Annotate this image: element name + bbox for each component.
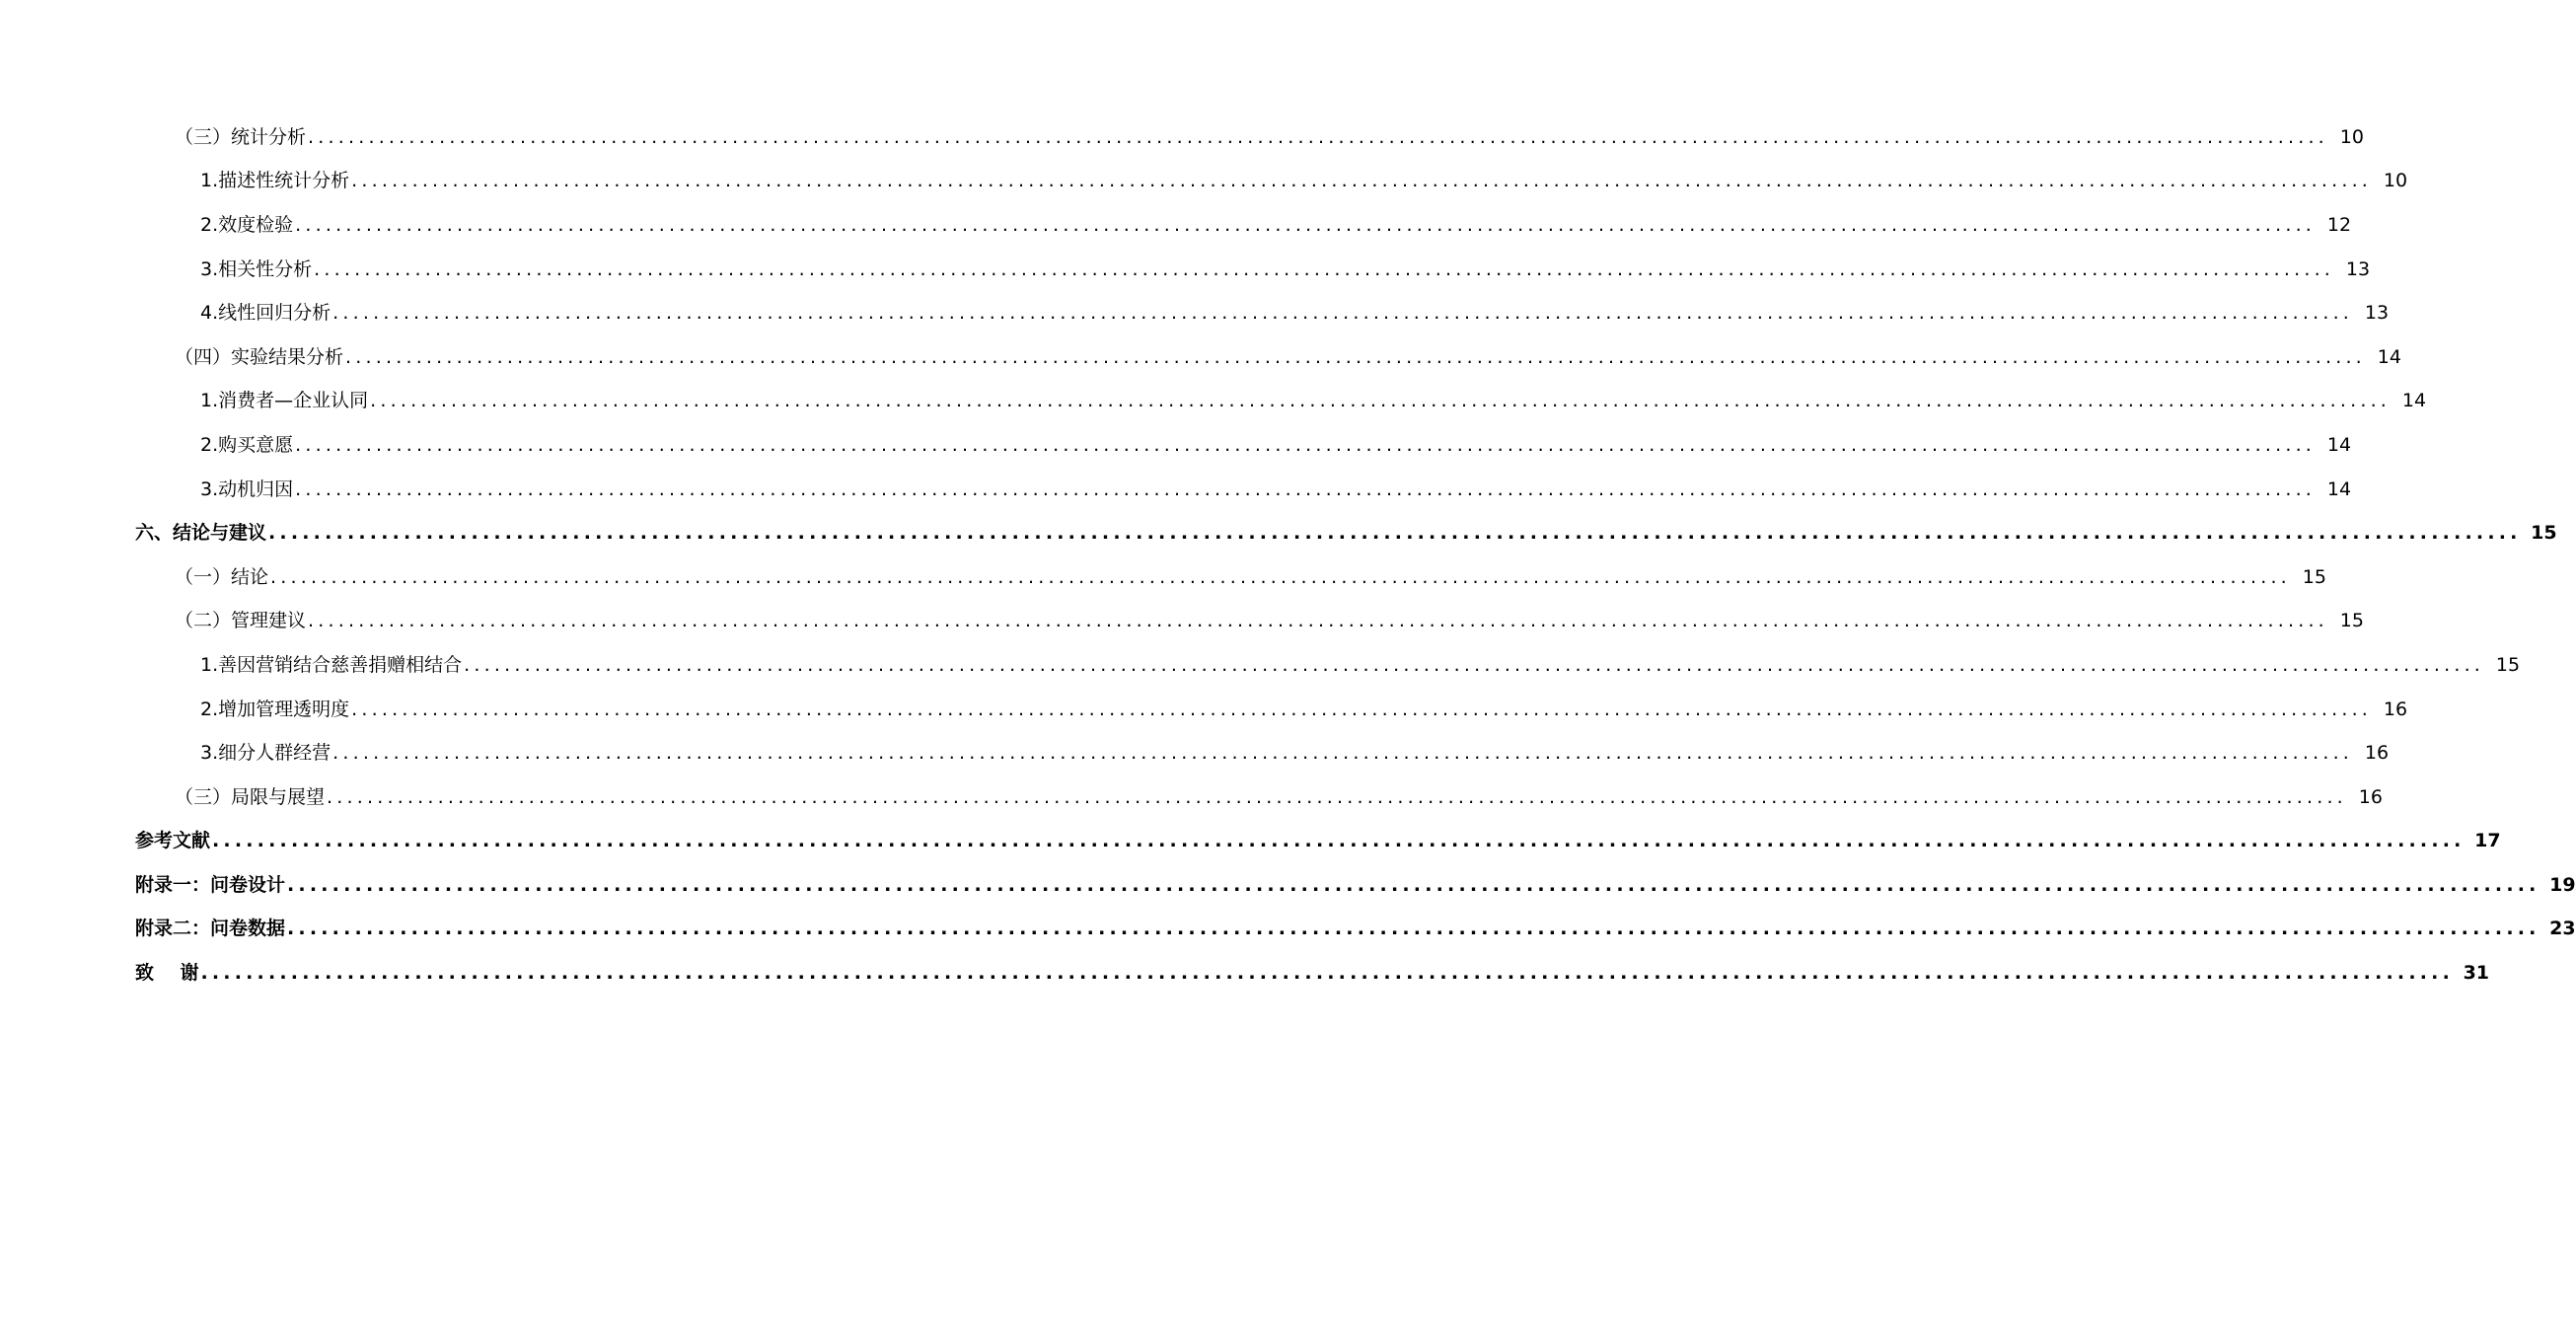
toc-leader-dots: ........................................................................................................................................................................................................ [270,565,2291,588]
toc-entry-title: （一）结论 [175,565,269,588]
toc-entry-title: （三）局限与展望 [175,785,326,808]
toc-entry[interactable] [0,203,2352,248]
toc-leader-dots: ........................................................................................................................................................................................................ [212,830,2466,852]
toc-leader-dots: ........................................................................................................................................................................................................ [308,125,2328,148]
toc-leader-dots: ........................................................................................................................................................................................................ [327,785,2347,808]
toc-entry-title: 2.效度检验 [200,213,294,236]
toc-entry-page: 16 [2364,742,2390,765]
toc-entry[interactable] [0,908,2576,952]
toc-entry[interactable] [0,775,2383,820]
toc-entry-page: 12 [2326,213,2352,236]
toc-entry[interactable] [0,423,2352,468]
toc-leader-dots: ........................................................................................................................................................................................................ [200,962,2455,985]
toc-leader-dots: ........................................................................................................................................................................................................ [268,522,2522,545]
toc-entry-title: 2.购买意愿 [200,433,294,456]
toc-leader-dots: ........................................................................................................................................................................................................ [308,610,2328,632]
toc-entry-title: 致 谢 [135,962,199,985]
toc-entry-page: 13 [2364,302,2390,325]
toc-entry-page: 19 [2549,873,2576,896]
toc-entry-title: （二）管理建议 [175,610,307,632]
toc-entry-title: 1.善因营销结合慈善捐赠相结合 [200,653,463,676]
toc-entry[interactable] [0,820,2501,864]
toc-leader-dots: ........................................................................................................................................................................................................ [295,213,2317,236]
toc-entry-page: 15 [2495,653,2521,676]
toc-entry[interactable] [0,115,2364,160]
toc-entry-page: 14 [2377,345,2401,368]
toc-leader-dots: ........................................................................................................................................................................................................ [287,873,2540,896]
toc-entry-page: 10 [2383,170,2408,192]
toc-entry[interactable] [0,555,2326,600]
toc-entry[interactable] [0,688,2408,732]
toc-entry-title: 3.相关性分析 [200,258,313,280]
toc-entry[interactable] [0,160,2408,204]
toc-entry[interactable] [0,468,2352,512]
toc-entry[interactable] [0,511,2557,555]
toc-entry-page: 16 [2358,785,2383,808]
toc-entry[interactable] [0,248,2371,292]
toc-leader-dots: ........................................................................................................................................................................................................ [370,390,2392,412]
toc-leader-dots: ........................................................................................................................................................................................................ [314,258,2335,280]
toc-entry-title: 附录一：问卷设计 [135,873,286,896]
toc-entry-title: 1.描述性统计分析 [200,170,350,192]
table-of-contents [0,115,2576,995]
toc-leader-dots: ........................................................................................................................................................................................................ [345,345,2366,368]
toc-entry-page: 15 [2531,522,2557,545]
toc-entry-page: 15 [2302,565,2326,588]
toc-leader-dots: ........................................................................................................................................................................................................ [351,698,2373,720]
toc-entry[interactable] [0,951,2490,995]
toc-leader-dots: ........................................................................................................................................................................................................ [295,433,2317,456]
toc-leader-dots: ........................................................................................................................................................................................................ [332,302,2354,325]
toc-entry[interactable] [0,731,2390,775]
toc-entry[interactable] [0,863,2576,908]
toc-entry-title: 参考文献 [135,830,211,852]
toc-entry-page: 17 [2474,830,2501,852]
toc-entry-title: 3.细分人群经营 [200,742,331,765]
toc-leader-dots: ........................................................................................................................................................................................................ [332,742,2354,765]
toc-entry[interactable] [0,291,2390,335]
toc-entry-page: 14 [2326,433,2352,456]
toc-entry-title: 4.线性回归分析 [200,302,331,325]
toc-entry-page: 31 [2463,962,2490,985]
toc-entry[interactable] [0,335,2401,380]
toc-entry-page: 13 [2345,258,2371,280]
toc-leader-dots: ........................................................................................................................................................................................................ [351,170,2373,192]
toc-entry-title: 1.消费者—企业认同 [200,390,369,412]
toc-entry-page: 16 [2383,698,2408,720]
toc-entry-title: 六、结论与建议 [135,522,267,545]
toc-entry-page: 14 [2401,390,2427,412]
toc-entry[interactable] [0,600,2364,644]
toc-entry-page: 10 [2339,125,2364,148]
toc-entry-page: 14 [2326,478,2352,500]
toc-entry-page: 15 [2339,610,2364,632]
toc-leader-dots: ........................................................................................................................................................................................................ [464,653,2485,676]
toc-leader-dots: ........................................................................................................................................................................................................ [287,918,2540,940]
toc-entry[interactable] [0,643,2521,688]
toc-leader-dots: ........................................................................................................................................................................................................ [295,478,2317,500]
toc-entry-title: 2.增加管理透明度 [200,698,350,720]
toc-entry-title: 3.动机归因 [200,478,294,500]
toc-entry[interactable] [0,380,2427,424]
toc-entry-title: （三）统计分析 [175,125,307,148]
toc-entry-title: （四）实验结果分析 [175,345,344,368]
toc-entry-title: 附录二：问卷数据 [135,918,286,940]
toc-entry-page: 23 [2549,918,2576,940]
